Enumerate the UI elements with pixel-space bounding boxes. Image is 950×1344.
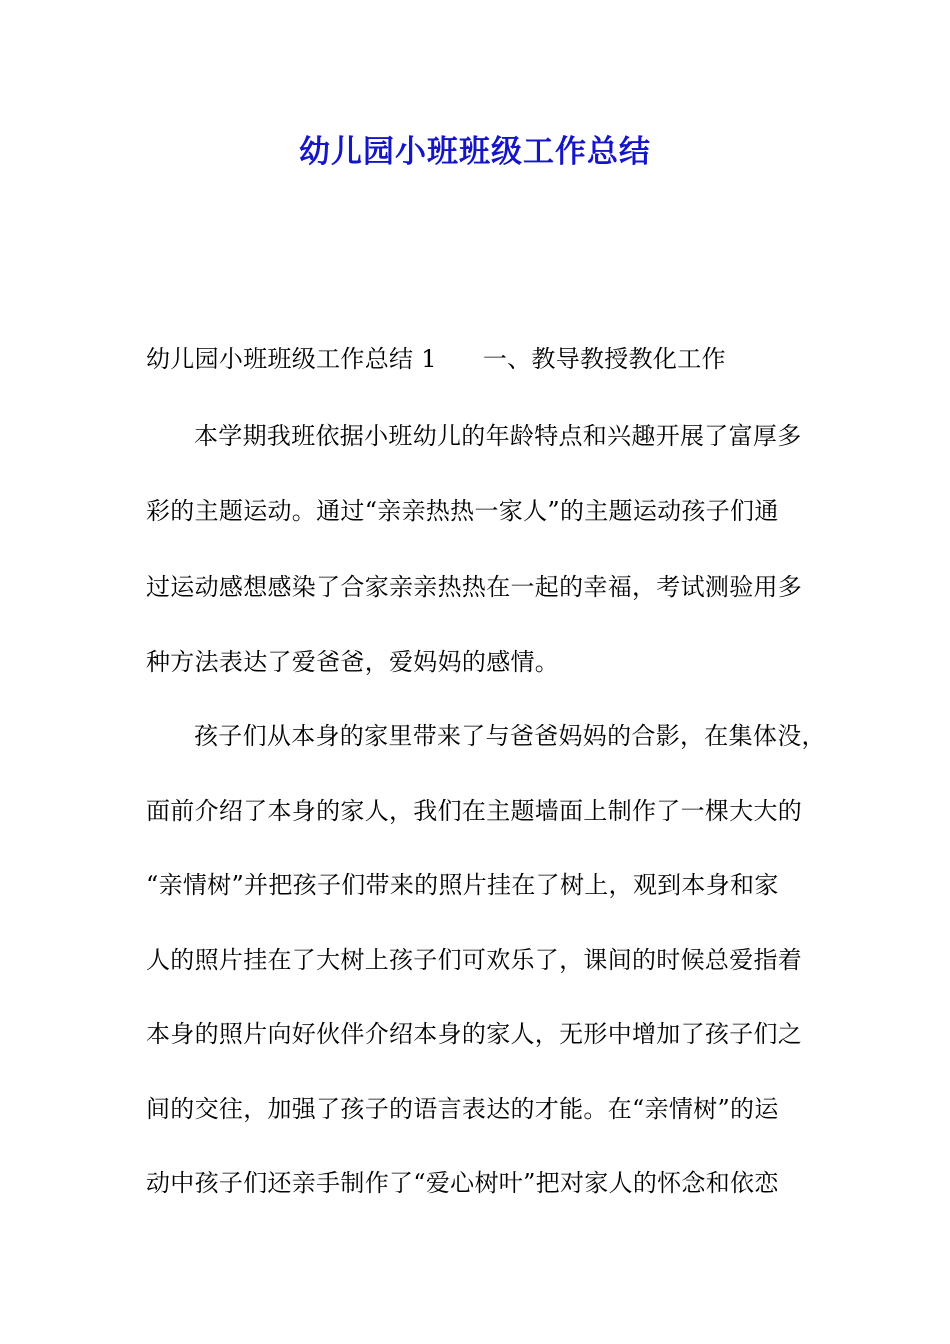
paragraph-line: “亲情树”并把孩子们带来的照片挂在了树上，观到本身和家	[146, 871, 779, 899]
paragraph-line: 人的照片挂在了大树上孩子们可欢乐了，课间的时候总爱指着	[146, 946, 803, 974]
subsection-title: 一、教导教授教化工作	[482, 345, 726, 373]
paragraph-line: 彩的主题运动。通过“亲亲热热一家人”的主题运动孩子们通	[146, 497, 779, 525]
paragraph-line: 间的交往，加强了孩子的语言表达的才能。在“亲情树”的运	[146, 1095, 779, 1123]
paragraph-line: 孩子们从本身的家里带来了与爸爸妈妈的合影，在集体没，	[194, 722, 826, 750]
paragraph-line: 面前介绍了本身的家人，我们在主题墙面上制作了一棵大大的	[146, 797, 803, 825]
paragraph-line: 种方法表达了爱爸爸，爱妈妈的感情。	[146, 648, 560, 676]
paragraph-line: 动中孩子们还亲手制作了“爱心树叶”把对家人的怀念和依恋	[146, 1169, 779, 1197]
heading-line	[146, 342, 726, 376]
paragraph-line: 本学期我班依据小班幼儿的年龄特点和兴趣开展了富厚多	[194, 422, 802, 450]
page-title: 幼儿园小班班级工作总结	[299, 134, 651, 170]
section-title: 幼儿园小班班级工作总结 1	[146, 345, 437, 373]
paragraph-line: 本身的照片向好伙伴介绍本身的家人，无形中增加了孩子们之	[146, 1020, 803, 1048]
paragraph-line: 过运动感想感染了合家亲亲热热在一起的幸福，考试测验用多	[146, 573, 803, 601]
